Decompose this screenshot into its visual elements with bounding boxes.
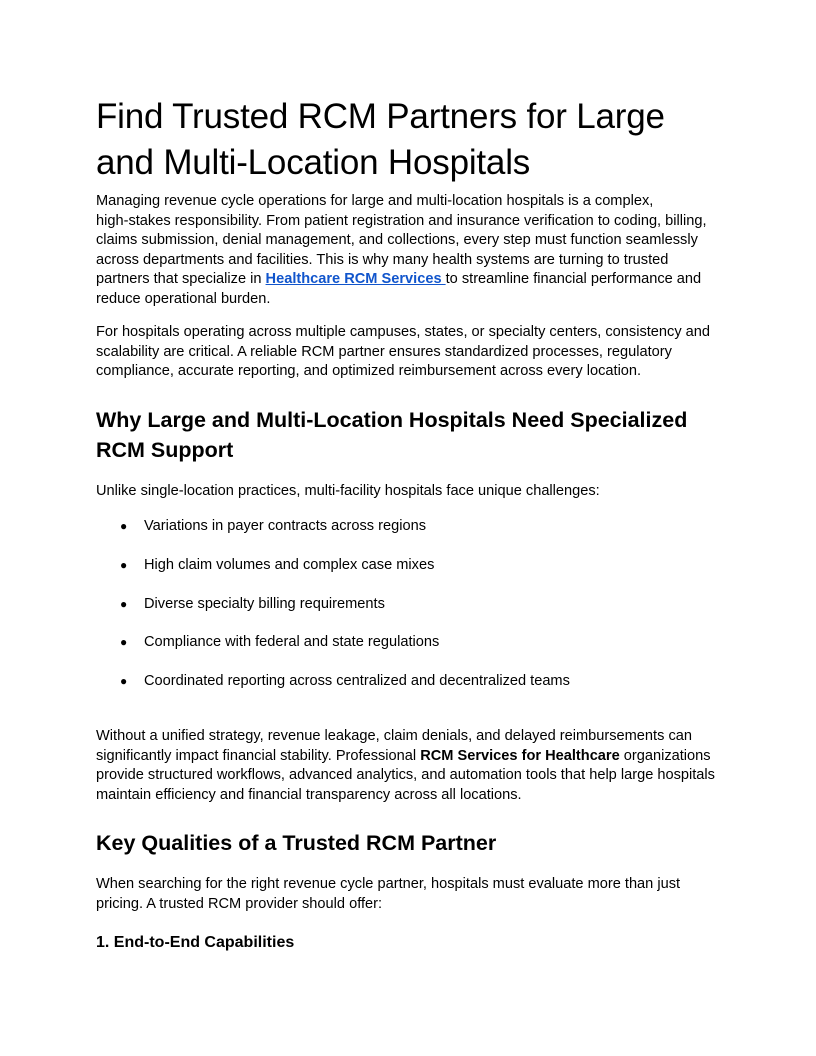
intro-line: Managing revenue cycle operations for large and multi-location hospitals is a complex, [96, 193, 654, 209]
section2-lead-line: When searching for the right revenue cycle partner, hospitals must evaluate more than just [96, 876, 681, 892]
intro-line: claims submission, denial management, and collections, every step must function seamlessly [96, 232, 698, 248]
page-title [96, 94, 726, 186]
section-heading-why [96, 405, 726, 465]
bullet-icon: ● [120, 558, 128, 572]
section2-lead [96, 875, 726, 914]
section-heading-key-qualities: Key Qualities of a Trusted RCM Partner [96, 831, 497, 855]
list-item-text: Coordinated reporting across centralized and decentralized teams [144, 673, 570, 689]
title-line-1: Find Trusted RCM Partners for Large [96, 97, 665, 136]
healthcare-rcm-services-link[interactable]: Healthcare RCM Services [265, 271, 446, 287]
closing-line: provide structured workflows, advanced analytics, and automation tools that help large hospitals [96, 767, 715, 783]
intro-line: high-stakes responsibility. From patient registration and insurance verification to coding, billing, [96, 212, 707, 229]
para2-line: compliance, accurate reporting, and optimized reimbursement across every location. [96, 363, 642, 379]
section1-lead: Unlike single-location practices, multi-facility hospitals face unique challenges: [96, 483, 600, 499]
intro-paragraph [96, 192, 726, 309]
bullet-icon: ● [120, 519, 128, 533]
bullet-icon: ● [120, 597, 128, 611]
title-line-2: and Multi-Location Hospitals [96, 143, 531, 182]
para2-line: scalability are critical. A reliable RCM partner ensures standardized processes, regulatory [96, 343, 672, 360]
list-item-text: Compliance with federal and state regulations [144, 634, 440, 650]
intro-line-after-link: to streamline financial performance and [445, 271, 702, 287]
closing-line: Without a unified strategy, revenue leakage, claim denials, and delayed reimbursements can [96, 728, 692, 744]
intro-line: across departments and facilities. This is why many health systems are turning to trusted [96, 251, 669, 268]
rcm-services-bold-text: RCM Services for Healthcare [420, 747, 620, 764]
section1-heading-line-2: RCM Support [96, 438, 234, 462]
intro-line-before-link: partners that specialize in [96, 271, 266, 287]
closing-line-before-bold: significantly impact financial stability. Professional [96, 747, 421, 764]
bullet-icon: ● [120, 635, 128, 649]
list-item-text: Variations in payer contracts across regions [144, 518, 427, 534]
bullet-icon: ● [120, 674, 128, 688]
closing-line: maintain efficiency and financial transparency across all locations. [96, 786, 522, 803]
list-item-text: Diverse specialty billing requirements [144, 596, 385, 612]
subheading-end-to-end: 1. End-to-End Capabilities [96, 934, 295, 951]
para2-line: For hospitals operating across multiple campuses, states, or specialty centers, consistency and [96, 324, 711, 340]
list-item-text: High claim volumes and complex case mixes [144, 557, 435, 573]
closing-line-after-bold: organizations [619, 747, 711, 764]
section2-lead-line: pricing. A trusted RCM provider should offer: [96, 895, 383, 912]
section1-closing-paragraph [96, 727, 726, 805]
intro-line: reduce operational burden. [96, 290, 271, 307]
section1-heading-line-1: Why Large and Multi-Location Hospitals Need Specialized [96, 408, 688, 432]
second-paragraph [96, 323, 726, 382]
